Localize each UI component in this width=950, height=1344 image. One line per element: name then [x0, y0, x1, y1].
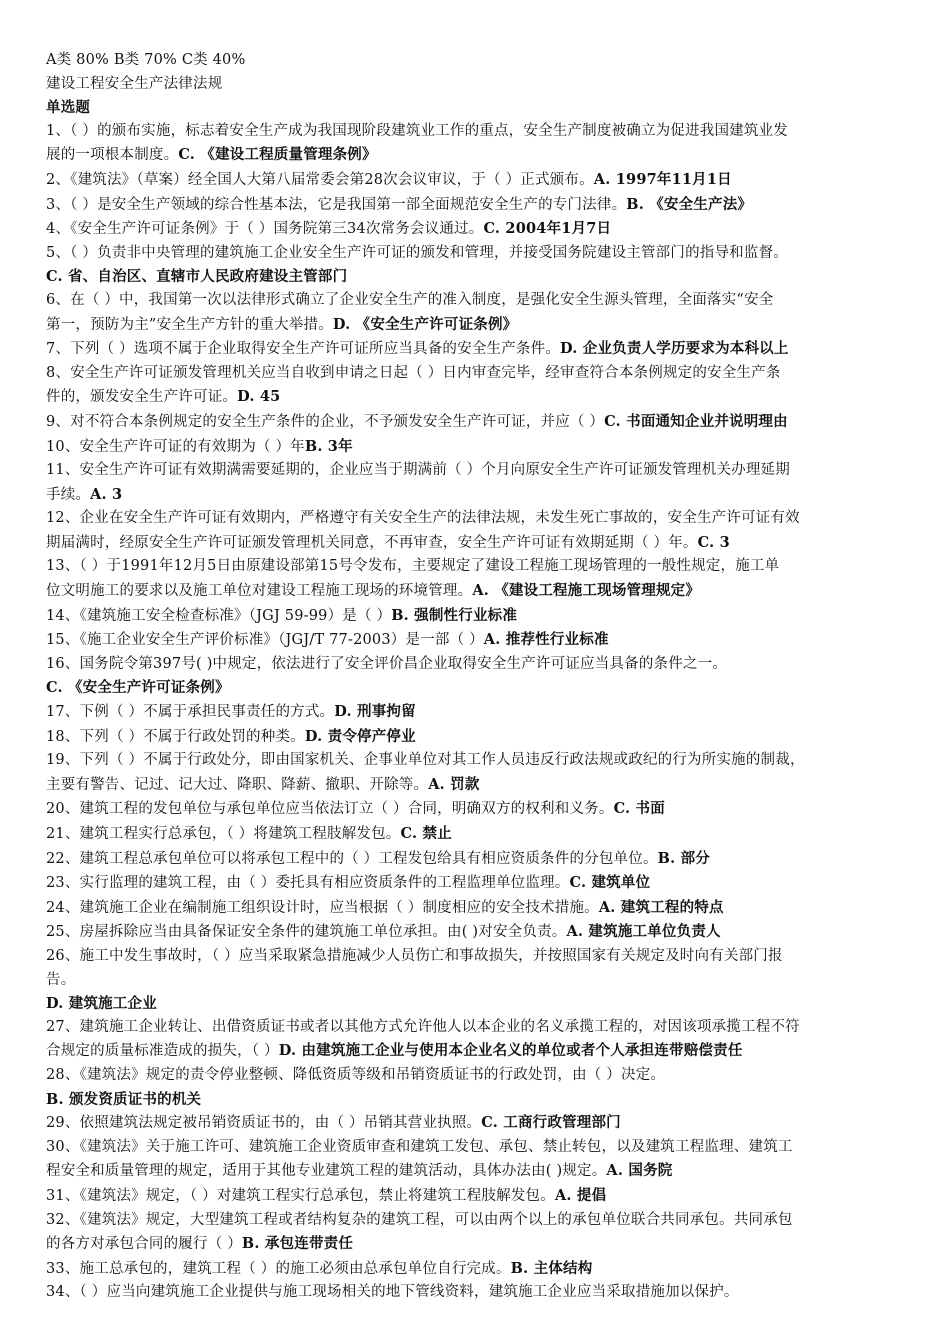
answer-text: D. 《安全生产许可证条例》 — [332, 315, 518, 333]
question-text: 23、实行监理的建筑工程，由（ ）委托具有相应资质条件的工程监理单位监理。 — [46, 875, 570, 892]
text-line — [46, 1064, 906, 1088]
text-line — [46, 1209, 906, 1233]
answer-text: C. 3 — [697, 533, 730, 551]
text-line — [46, 1111, 906, 1136]
text-line — [46, 73, 906, 97]
question-text: 合规定的质量标准造成的损失，（ ） — [46, 1043, 279, 1060]
answer-text: C. 工商行政管理部门 — [481, 1114, 621, 1132]
text-line: C. 省、自治区、直辖市人民政府建设主管部门 — [46, 268, 348, 286]
question-text: 25、房屋拆除应当由具备保证安全条件的建筑施工单位承担。由( )对安全负责。 — [46, 924, 567, 941]
answer-text: C. 《建设工程质量管理条例》 — [178, 146, 377, 164]
answer-text: A. 建筑工程的特点 — [598, 898, 724, 916]
text-line — [46, 507, 906, 531]
text-line — [46, 143, 906, 168]
answer-text: D. 刑事拘留 — [334, 703, 416, 721]
text-line — [46, 531, 906, 556]
question-text: 建设工程安全生产法律法规 — [46, 75, 223, 92]
question-text: 31、《建筑法》规定，（ ）对建筑工程实行总承包，禁止将建筑工程肢解发包。 — [46, 1187, 555, 1204]
question-text: 21、建筑工程实行总承包，（ ）将建筑工程肢解发包。 — [46, 826, 401, 842]
text-line — [46, 168, 906, 193]
text-line — [46, 1232, 906, 1257]
text-line — [46, 896, 906, 921]
question-text: 29、依照建筑法规定被吊销资质证书的，由（ ）吊销其营业执照。 — [46, 1115, 482, 1132]
question-text: 手续。 — [46, 486, 91, 503]
text-line — [46, 969, 906, 993]
text-line: 单选题 — [46, 99, 91, 117]
question-text: 1、（ ）的颁布实施，标志着安全生产成为我国现阶段建筑业工作的重点，安全生产制度被确立为促进我国建筑业发 — [46, 122, 788, 139]
question-text: 位文明施工的要求以及施工单位对建设工程施工现场的环境管理。 — [46, 583, 473, 600]
answer-text: A. 国务院 — [606, 1162, 673, 1180]
question-text: 6、在（ ）中，我国第一次以法律形式确立了企业安全生产的准入制度，是强化安全生源头管理，全面落实“安全 — [46, 291, 774, 308]
answer-text: A. 1997年11月1日 — [593, 170, 732, 188]
question-text: 26、施工中发生事故时，（ ）应当采取紧急措施减少人员伤亡和事故损失，并按照国家有关规定及时向有关部门报 — [46, 947, 783, 964]
question-text: 告。 — [46, 971, 76, 988]
question-text: 12、企业在安全生产许可证有效期内，严格遵守有关安全生产的法律法规，未发生死亡事故的，安全生产许可证有效 — [46, 510, 800, 527]
text-line — [46, 725, 906, 750]
text-line — [46, 945, 906, 969]
text-line — [46, 1136, 906, 1160]
answer-text: A. 罚款 — [428, 775, 480, 793]
text-line — [46, 604, 906, 629]
question-text: 4、《安全生产许可证条例》于（ ）国务院第三34次常务会议通过。 — [46, 221, 484, 238]
question-text: 展的一项根本制度。 — [46, 147, 179, 164]
question-text: 17、下例（ ）不属于承担民事责任的方式。 — [46, 704, 335, 721]
text-line — [46, 385, 906, 410]
text-line — [46, 653, 906, 677]
question-text: 3、（ ）是安全生产领域的综合性基本法，它是我国第一部全面规范安全生产的专门法律。 — [46, 196, 627, 213]
question-text: 28、《建筑法》规定的责令停业整顿、降低资质等级和吊销资质证书的行政处罚，由（ ）决定。 — [46, 1066, 666, 1083]
answer-text: C. 书面通知企业并说明理由 — [604, 412, 788, 430]
text-line — [46, 1016, 906, 1040]
question-text: 14、《建筑施工安全检查标准》（JGJ 59-99）是（ ） — [46, 607, 392, 624]
text-line — [46, 555, 906, 579]
question-text: 13、（ ）于1991年12月5日由原建设部第15号令发布，主要规定了建设工程施工现场管理的一般性规定，施工单 — [46, 558, 780, 575]
text-line — [46, 749, 906, 773]
question-text: 20、建筑工程的发包单位与承包单位应当依法订立（ ）合同，明确双方的权利和义务。 — [46, 801, 614, 818]
answer-text: D. 责令停产停业 — [304, 727, 416, 745]
answer-text: C. 2004年1月7日 — [483, 220, 612, 238]
text-line — [46, 920, 906, 945]
question-text: 22、建筑工程总承包单位可以将承包工程中的（ ）工程发包给具有相应资质条件的分包单位。 — [46, 850, 658, 867]
question-text: 5、（ ）负责非中央管理的建筑施工企业安全生产许可证的颁发和管理，并接受国务院建设主管部门的指导和监督。 — [46, 244, 788, 261]
answer-text: A. 建筑施工单位负责人 — [566, 923, 721, 941]
text-line — [46, 410, 906, 435]
text-line — [46, 313, 906, 338]
question-text: 16、国务院令第397号( )中规定，依法进行了安全评价昌企业取得安全生产许可证应当具备的条件之一。 — [46, 655, 728, 672]
question-text: A类 80% B类 70% C类 40% — [46, 52, 246, 68]
text-line — [46, 217, 906, 242]
question-text: 32、《建筑法》规定，大型建筑工程或者结构复杂的建筑工程，可以由两个以上的承包单位联合共同承包。共同承包 — [46, 1211, 793, 1228]
question-text: 主要有警告、记过、记大过、降职、降薪、撤职、开除等。 — [46, 776, 429, 793]
text-line — [46, 1159, 906, 1184]
question-text: 34、（ ）应当向建筑施工企业提供与施工现场相关的地下管线资料，建筑施工企业应当采取措施加以保护。 — [46, 1284, 739, 1301]
answer-text: B. 3年 — [304, 437, 353, 455]
question-text: 2、《建筑法》（草案）经全国人大第八届常委会第28次会议审议，于（ ）正式颁布。 — [46, 171, 594, 188]
text-line — [46, 1281, 906, 1305]
text-line — [46, 459, 906, 483]
text-line — [46, 193, 906, 218]
answer-text: D. 45 — [237, 388, 281, 406]
text-line — [46, 1257, 906, 1282]
text-line — [46, 49, 906, 73]
text-line — [46, 822, 906, 847]
text-line — [46, 797, 906, 822]
text-line: D. 建筑施工企业 — [46, 995, 157, 1013]
question-text: 19、下列（ ）不属于行政处分，即由国家机关、企事业单位对其工作人员违反行政法规或政纪的行为所实施的制裁， — [46, 752, 805, 769]
text-line: B. 颁发资质证书的机关 — [46, 1090, 202, 1108]
text-line — [46, 700, 906, 725]
text-line — [46, 337, 906, 362]
answer-text: C. 禁止 — [400, 825, 452, 842]
question-text: 程安全和质量管理的规定，适用于其他专业建筑工程的建筑活动，具体办法由( )规定。 — [46, 1163, 607, 1180]
text-line — [46, 628, 906, 653]
answer-text: B. 承包连带责任 — [241, 1235, 354, 1253]
text-line — [46, 773, 906, 798]
question-text: 7、下列（ ）选项不属于企业取得安全生产许可证所应当具备的安全生产条件。 — [46, 341, 561, 358]
text-line — [46, 847, 906, 872]
text-line — [46, 1184, 906, 1209]
answer-text: B. 强制性行业标准 — [391, 606, 518, 624]
answer-text: C. 建筑单位 — [569, 874, 651, 892]
text-line — [46, 362, 906, 386]
text-line — [46, 289, 906, 313]
question-text: 期届满时，经原安全生产许可证颁发管理机关同意，不再审查，安全生产许可证有效期延期（ ）年。 — [46, 534, 698, 551]
question-text: 18、下列（ ）不属于行政处罚的种类。 — [46, 728, 305, 745]
question-text: 8、安全生产许可证颁发管理机关应当自收到申请之日起（ ）日内审查完毕，经审查符合本条例规定的安全生产条 — [46, 364, 781, 381]
question-text: 件的，颁发安全生产许可证。 — [46, 389, 238, 406]
question-text: 24、建筑施工企业在编制施工组织设计时，应当根据（ ）制度相应的安全技术措施。 — [46, 899, 599, 916]
answer-text: B. 主体结构 — [510, 1259, 593, 1277]
text-line — [46, 435, 906, 460]
text-line — [46, 242, 906, 266]
answer-text: A. 推荐性行业标准 — [483, 631, 609, 649]
answer-text: B. 《安全生产法》 — [626, 195, 753, 213]
text-line — [46, 579, 906, 604]
answer-text: A. 《建设工程施工现场管理规定》 — [472, 582, 701, 600]
question-text: 33、施工总承包的，建筑工程（ ）的施工必须由总承包单位自行完成。 — [46, 1260, 511, 1277]
question-text: 30、《建筑法》关于施工许可、建筑施工企业资质审查和建筑工发包、承包、禁止转包，以及建筑工程监理、建筑工 — [46, 1138, 793, 1155]
question-text: 27、建筑施工企业转让、出借资质证书或者以其他方式允许他人以本企业的名义承揽工程的，对因该项承揽工程不符 — [46, 1018, 800, 1035]
answer-text: A. 提倡 — [554, 1186, 607, 1204]
answer-text: C. 书面 — [613, 800, 665, 818]
question-text: 9、对不符合本条例规定的安全生产条件的企业，不予颁发安全生产许可证，并应（ ） — [46, 413, 605, 430]
answer-text: D. 企业负责人学历要求为本科以上 — [560, 340, 789, 358]
question-text: 的各方对承包合同的履行（ ） — [46, 1236, 242, 1253]
text-line — [46, 1039, 906, 1064]
question-text: 11、安全生产许可证有效期满需要延期的，企业应当于期满前（ ）个月向原安全生产许可证颁发管理机关办理延期 — [46, 462, 790, 479]
answer-text: B. 部分 — [657, 849, 711, 867]
text-line — [46, 483, 906, 508]
text-line — [46, 871, 906, 896]
question-text: 第一，预防为主”安全生产方针的重大举措。 — [46, 316, 333, 333]
text-line: C. 《安全生产许可证条例》 — [46, 679, 230, 697]
question-text: 15、《施工企业安全生产评价标准》（JGJ/T 77-2003）是一部（ ） — [46, 632, 484, 649]
answer-text: D. 由建筑施工企业与使用本企业名义的单位或者个人承担连带赔偿责任 — [278, 1042, 743, 1060]
answer-text: A. 3 — [90, 485, 123, 503]
text-line — [46, 120, 906, 144]
question-text: 10、安全生产许可证的有效期为（ ）年 — [46, 438, 305, 455]
